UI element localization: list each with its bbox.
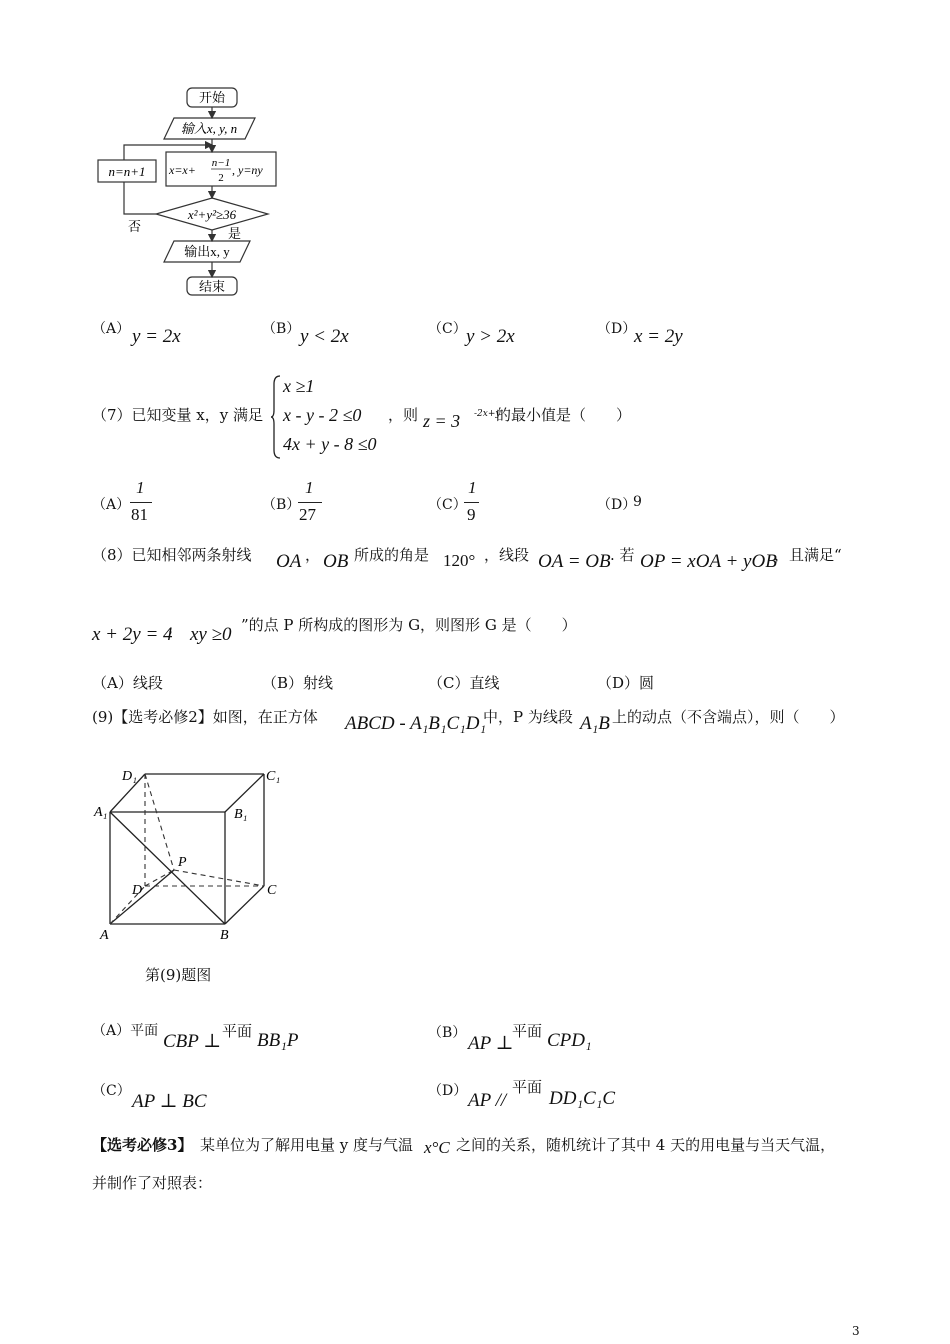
flow-end-label: 结束 [198,279,226,294]
q7-prefix: （7）已知变量 x，y 满足 [92,406,264,424]
q7-option-b-label: （B） [262,497,301,513]
q6-option-b-label: （B） [262,321,301,337]
q9-option-b-expr2[interactable]: CPD₁ [547,1030,592,1051]
q7-middle: ，则 [388,406,419,424]
flow-start-label: 开始 [198,90,226,105]
q10-text-2: 之间的关系，随机统计了其中 4 天的用电量与当天气温， [456,1136,836,1154]
q6-option-d-label: （D） [597,321,637,337]
q10-text-line-2: 并制作了对照表： [92,1174,213,1192]
q7-option-c-fraction-bar [464,502,479,503]
flow-assign-den: 2 [218,172,224,184]
q7-option-c-label: （C） [428,497,467,513]
q8-eq-1: OA = OB [538,551,611,572]
cube-label-c1: C₁ [266,769,281,784]
q7-option-a-num[interactable]: 1 [136,478,145,497]
cube-label-p: P [178,855,187,870]
q9-text-3: 上的动点（不含端点），则（ ） [612,708,845,726]
flow-update-n-label: n=n+1 [108,164,146,179]
q9-option-b-mid: 平面 [512,1022,543,1040]
q9-option-a-mid: 平面 [222,1022,253,1040]
q6-option-d[interactable]: x = 2y [634,326,683,347]
flow-yes-label: 是 [228,226,242,241]
q8-line2-eq-2: xy ≥0 [190,624,232,645]
page-number: 3 [852,1324,860,1338]
q7-brace [270,374,282,460]
q6-option-c[interactable]: y > 2x [466,326,515,347]
q9-text-1: (9)【选考必修2】如图，在正方体 [92,708,318,726]
q9-option-d-label: （D） [428,1083,468,1099]
q7-option-a-label: （A） [92,497,131,513]
q9-text-2: 中，P 为线段 [483,708,573,726]
q10-text-1: 某单位为了解用电量 y 度与气温 [200,1136,414,1154]
q6-option-a[interactable]: y = 2x [132,326,181,347]
q8-text-3: ，线段 [484,546,530,564]
q7-cond-3: 4x + y - 8 ≤0 [283,434,377,454]
q9-option-a-label: （A）平面 [92,1023,159,1039]
q7-option-b-num[interactable]: 1 [305,478,314,497]
q7-option-b-den[interactable]: 27 [299,505,316,524]
q9-option-a-expr[interactable]: CBP ⊥ [163,1031,222,1052]
q10-temperature: x°C [424,1138,450,1157]
cube-label-a: A [100,928,109,943]
q7-suffix: 的最小值是（ ） [496,406,632,424]
q6-option-a-label: （A） [92,321,131,337]
q8-option-a[interactable]: （A）线段 [92,674,163,692]
q7-option-c-num[interactable]: 1 [468,478,477,497]
q9-figure-caption: 第(9)题图 [145,966,212,984]
flow-output-label: 输出x, y [184,244,230,259]
q7-z-exponent: -2x+y [474,409,501,419]
q8-oa: OA [276,551,302,572]
q9-option-b-expr[interactable]: AP ⊥ [468,1033,514,1054]
q8-text-1: （8）已知相邻两条射线 [92,546,252,564]
q9-option-d-expr[interactable]: AP // [468,1090,507,1111]
q9-option-a-expr2[interactable]: BB₁P [257,1030,299,1051]
q9-cube-figure [92,762,292,944]
q7-cond-1: x ≥1 [283,376,315,396]
cube-label-a1: A₁ [94,805,108,820]
q8-option-d[interactable]: （D）圆 [597,674,655,692]
q8-text-2: 所成的角是 [354,546,430,564]
q9-option-b-label: （B） [428,1025,467,1041]
flowchart [92,82,292,300]
q8-ob: OB [323,551,349,572]
flow-assign-a: x=x+ [169,163,196,177]
q9-segment: A₁B [580,713,610,734]
q10-tag: 【选考必修3】 [92,1136,193,1154]
q9-option-c-label: （C） [92,1083,131,1099]
flow-input-label: 输入x, y, n [180,121,238,136]
q8-line2-text: ”的点 P 所构成的图形为 G，则图形 G 是（ ） [241,616,577,634]
q7-z-expr: z = 3 [423,411,461,431]
cube-label-b1: B₁ [234,807,248,822]
q8-comma: ， [305,546,321,564]
q8-angle: 120° [443,551,476,570]
q8-text-5: ，且满足“ [774,546,842,564]
q7-option-a-den[interactable]: 81 [131,505,148,524]
q9-option-d-expr2[interactable]: DD₁C₁C [549,1088,615,1109]
q8-option-c[interactable]: （C）直线 [428,674,500,692]
q8-option-b[interactable]: （B）射线 [262,674,334,692]
q6-option-c-label: （C） [428,321,467,337]
flow-assign-b: , y=ny [232,163,263,177]
q7-cond-2: x - y - 2 ≤0 [283,405,362,425]
flow-no-label: 否 [128,219,142,234]
q9-option-c-expr[interactable]: AP ⊥ BC [132,1091,207,1112]
q8-eq-2: OP = xOA + yOB [640,551,777,572]
q9-cube-name: ABCD - A₁B₁C₁D₁ [345,713,487,734]
q7-option-a-fraction-bar [130,502,152,503]
q8-text-4: . 若 [610,546,635,564]
q6-option-b[interactable]: y < 2x [300,326,349,347]
flow-assign-num: n−1 [211,157,231,169]
cube-label-d: D [132,883,143,898]
flow-condition-label: x²+y²≥36 [187,207,237,222]
q7-option-b-fraction-bar [298,502,322,503]
q7-option-d-label: （D） [597,497,637,513]
cube-label-b: B [220,928,229,943]
q8-line2-sep: ， [168,618,184,636]
q7-option-d[interactable]: 9 [633,494,642,510]
q7-option-c-den[interactable]: 9 [467,505,476,524]
q9-option-d-mid: 平面 [512,1078,543,1096]
cube-label-d1: D₁ [122,769,137,784]
q8-line2-eq-1: x + 2y = 4 [92,624,173,645]
cube-label-c: C [267,883,277,898]
